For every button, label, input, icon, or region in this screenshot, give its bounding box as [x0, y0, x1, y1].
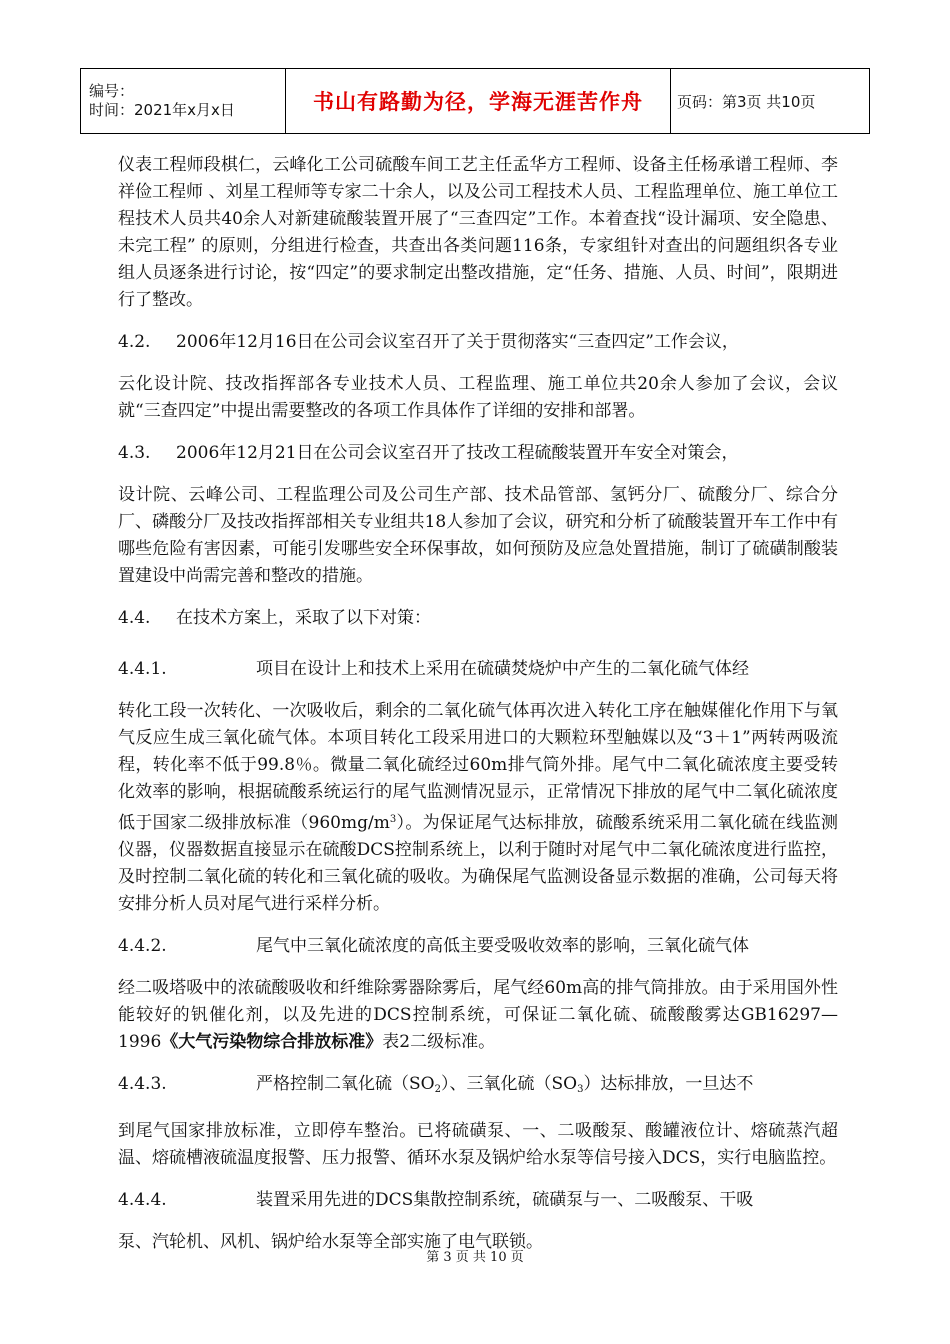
section-4-4-2-heading — [118, 933, 838, 960]
document-body — [118, 152, 838, 1256]
section-number: 4.2. — [118, 332, 151, 352]
section-4-4-2-body — [118, 975, 838, 1056]
page-footer: 第 3 页 共 10 页 — [426, 1250, 524, 1265]
section-4-4-1-body — [118, 698, 838, 918]
body-text: ）。为保证尾气达标排放，硫酸系统采用二氧化硫在线监测仪器，仪器数据直接显示在硫酸DCS控制系统上，以利于随时对尾气中二氧化硫浓度进行监控，及时控制二氧化硫的转化和三氧化硫的吸收。为确保尾气监测设备显示数据的准确，公司每天将安排分析人员对尾气进行采样分析。 — [118, 813, 838, 914]
subscript: 3 — [577, 1084, 584, 1095]
header-page-info: 页码：第3页 共10页 — [671, 69, 870, 134]
section-heading-text: 项目在设计上和技术上采用在硫磺焚烧炉中产生的二氧化硫气体经 — [256, 659, 749, 679]
section-4-2-body: 云化设计院、技改指挥部各专业技术人员、工程监理、施工单位共20余人参加了会议，会议就“三查四定”中提出需要整改的各项工作具体作了详细的安排和部署。 — [118, 374, 838, 421]
body-text: 表2二级标准。 — [382, 1032, 496, 1052]
section-number: 4.4. — [118, 608, 151, 628]
intro-paragraph: 仪表工程师段棋仁，云峰化工公司硫酸车间工艺主任孟华方工程师、设备主任杨承谱工程师、李祥俭工程师 、刘星工程师等专家二十余人，以及公司工程技术人员、工程监理单位、施工单位工程技术人员共40余人对新建硫酸装置开展了“三查四定”工作。本着查找“设计漏项、安全隐患、未完工程” 的原则，分组进行检查，共查出各类问题116条，专家组针对查出的问题组织各专业组人员逐条进行讨论，按“四定”的要求制定出整改措施，定“任务、措施、人员、时间”，限期进行了整改。 — [118, 155, 838, 310]
header-meta — [81, 69, 286, 134]
page-header — [80, 68, 870, 134]
section-4-4-4-heading — [118, 1187, 838, 1214]
standard-title: 《大气污染物综合排放标准》 — [161, 1032, 383, 1052]
section-4-4-1-heading — [118, 656, 838, 683]
subscript: 2 — [434, 1084, 441, 1095]
section-4-4-3-body: 到尾气国家排放标准，立即停车整治。已将硫磺泵、一、二吸酸泵、酸罐液位计、熔硫蒸汽超温、熔硫槽液硫温度报警、压力报警、循环水泵及锅炉给水泵等信号接入DCS，实行电脑监控。 — [118, 1121, 838, 1168]
section-number: 4.4.2. — [118, 936, 167, 956]
section-4-4-3-heading — [118, 1071, 838, 1103]
section-number: 4.4.3. — [118, 1074, 167, 1094]
section-heading-text: 在技术方案上，采取了以下对策： — [176, 608, 431, 628]
superscript: 3 — [389, 814, 397, 825]
document-number-label: 编号： — [89, 82, 135, 100]
section-heading-text: 尾气中三氧化硫浓度的高低主要受吸收效率的影响，三氧化硫气体 — [256, 936, 749, 956]
section-number: 4.4.4. — [118, 1190, 167, 1210]
section-heading-text: 2006年12月21日在公司会议室召开了技改工程硫酸装置开车安全对策会， — [176, 443, 739, 463]
document-time-label: 时间：2021年x月x日 — [89, 101, 235, 119]
section-number: 4.3. — [118, 443, 151, 463]
section-heading-text: 装置采用先进的DCS集散控制系统，硫磺泵与一、二吸酸泵、干吸 — [256, 1190, 754, 1210]
header-slogan: 书山有路勤为径，学海无涯苦作舟 — [286, 69, 671, 134]
section-heading-text: 严格控制二氧化硫（SO — [256, 1074, 435, 1094]
section-heading-text: ）、三氧化硫（SO — [440, 1074, 578, 1094]
section-heading-text: ）达标排放，一旦达不 — [583, 1074, 754, 1094]
section-4-4-4-body: 泵、汽轮机、风机、锅炉给水泵等全部实施了电气联锁。 — [118, 1232, 543, 1252]
section-4-4-heading — [118, 605, 838, 632]
section-heading-text: 2006年12月16日在公司会议室召开了关于贯彻落实“三查四定”工作会议， — [176, 332, 739, 352]
section-4-3-body: 设计院、云峰公司、工程监理公司及公司生产部、技术品管部、氢钙分厂、硫酸分厂、综合分厂、磷酸分厂及技改指挥部相关专业组共18人参加了会议，研究和分析了硫酸装置开车工作中有哪些危险有害因素，可能引发哪些安全环保事故，如何预防及应急处置措施，制订了硫磺制酸装置建设中尚需完善和整改的措施。 — [118, 485, 838, 586]
section-4-3-heading — [118, 440, 838, 467]
body-text: 转化工段一次转化、一次吸收后，剩余的二氧化硫气体再次进入转化工序在触媒催化作用下与氧气反应生成三氧化硫气体。本项目转化工段采用进口的大颗粒环型触媒以及“3＋1”两转两吸流程，转化率不低于99.8％。微量二氧化硫经过60m排气筒外排。尾气中二氧化硫浓度主要受转化效率的影响，根据硫酸系统运行的尾气监测情况显示，正常情况下排放的尾气中二氧化硫浓度低于国家二级排放标准（960mg/m — [118, 701, 838, 833]
body-text: 经二吸塔吸中的浓硫酸吸收和纤维除雾器除雾后，尾气经60m高的排气筒排放。由于采用国外性能较好的钒催化剂，以及先进的DCS控制系统，可保证二氧化硫、硫酸酸雾达GB16297—1996 — [118, 978, 838, 1052]
section-4-2-heading — [118, 329, 838, 356]
section-number: 4.4.1. — [118, 659, 167, 679]
